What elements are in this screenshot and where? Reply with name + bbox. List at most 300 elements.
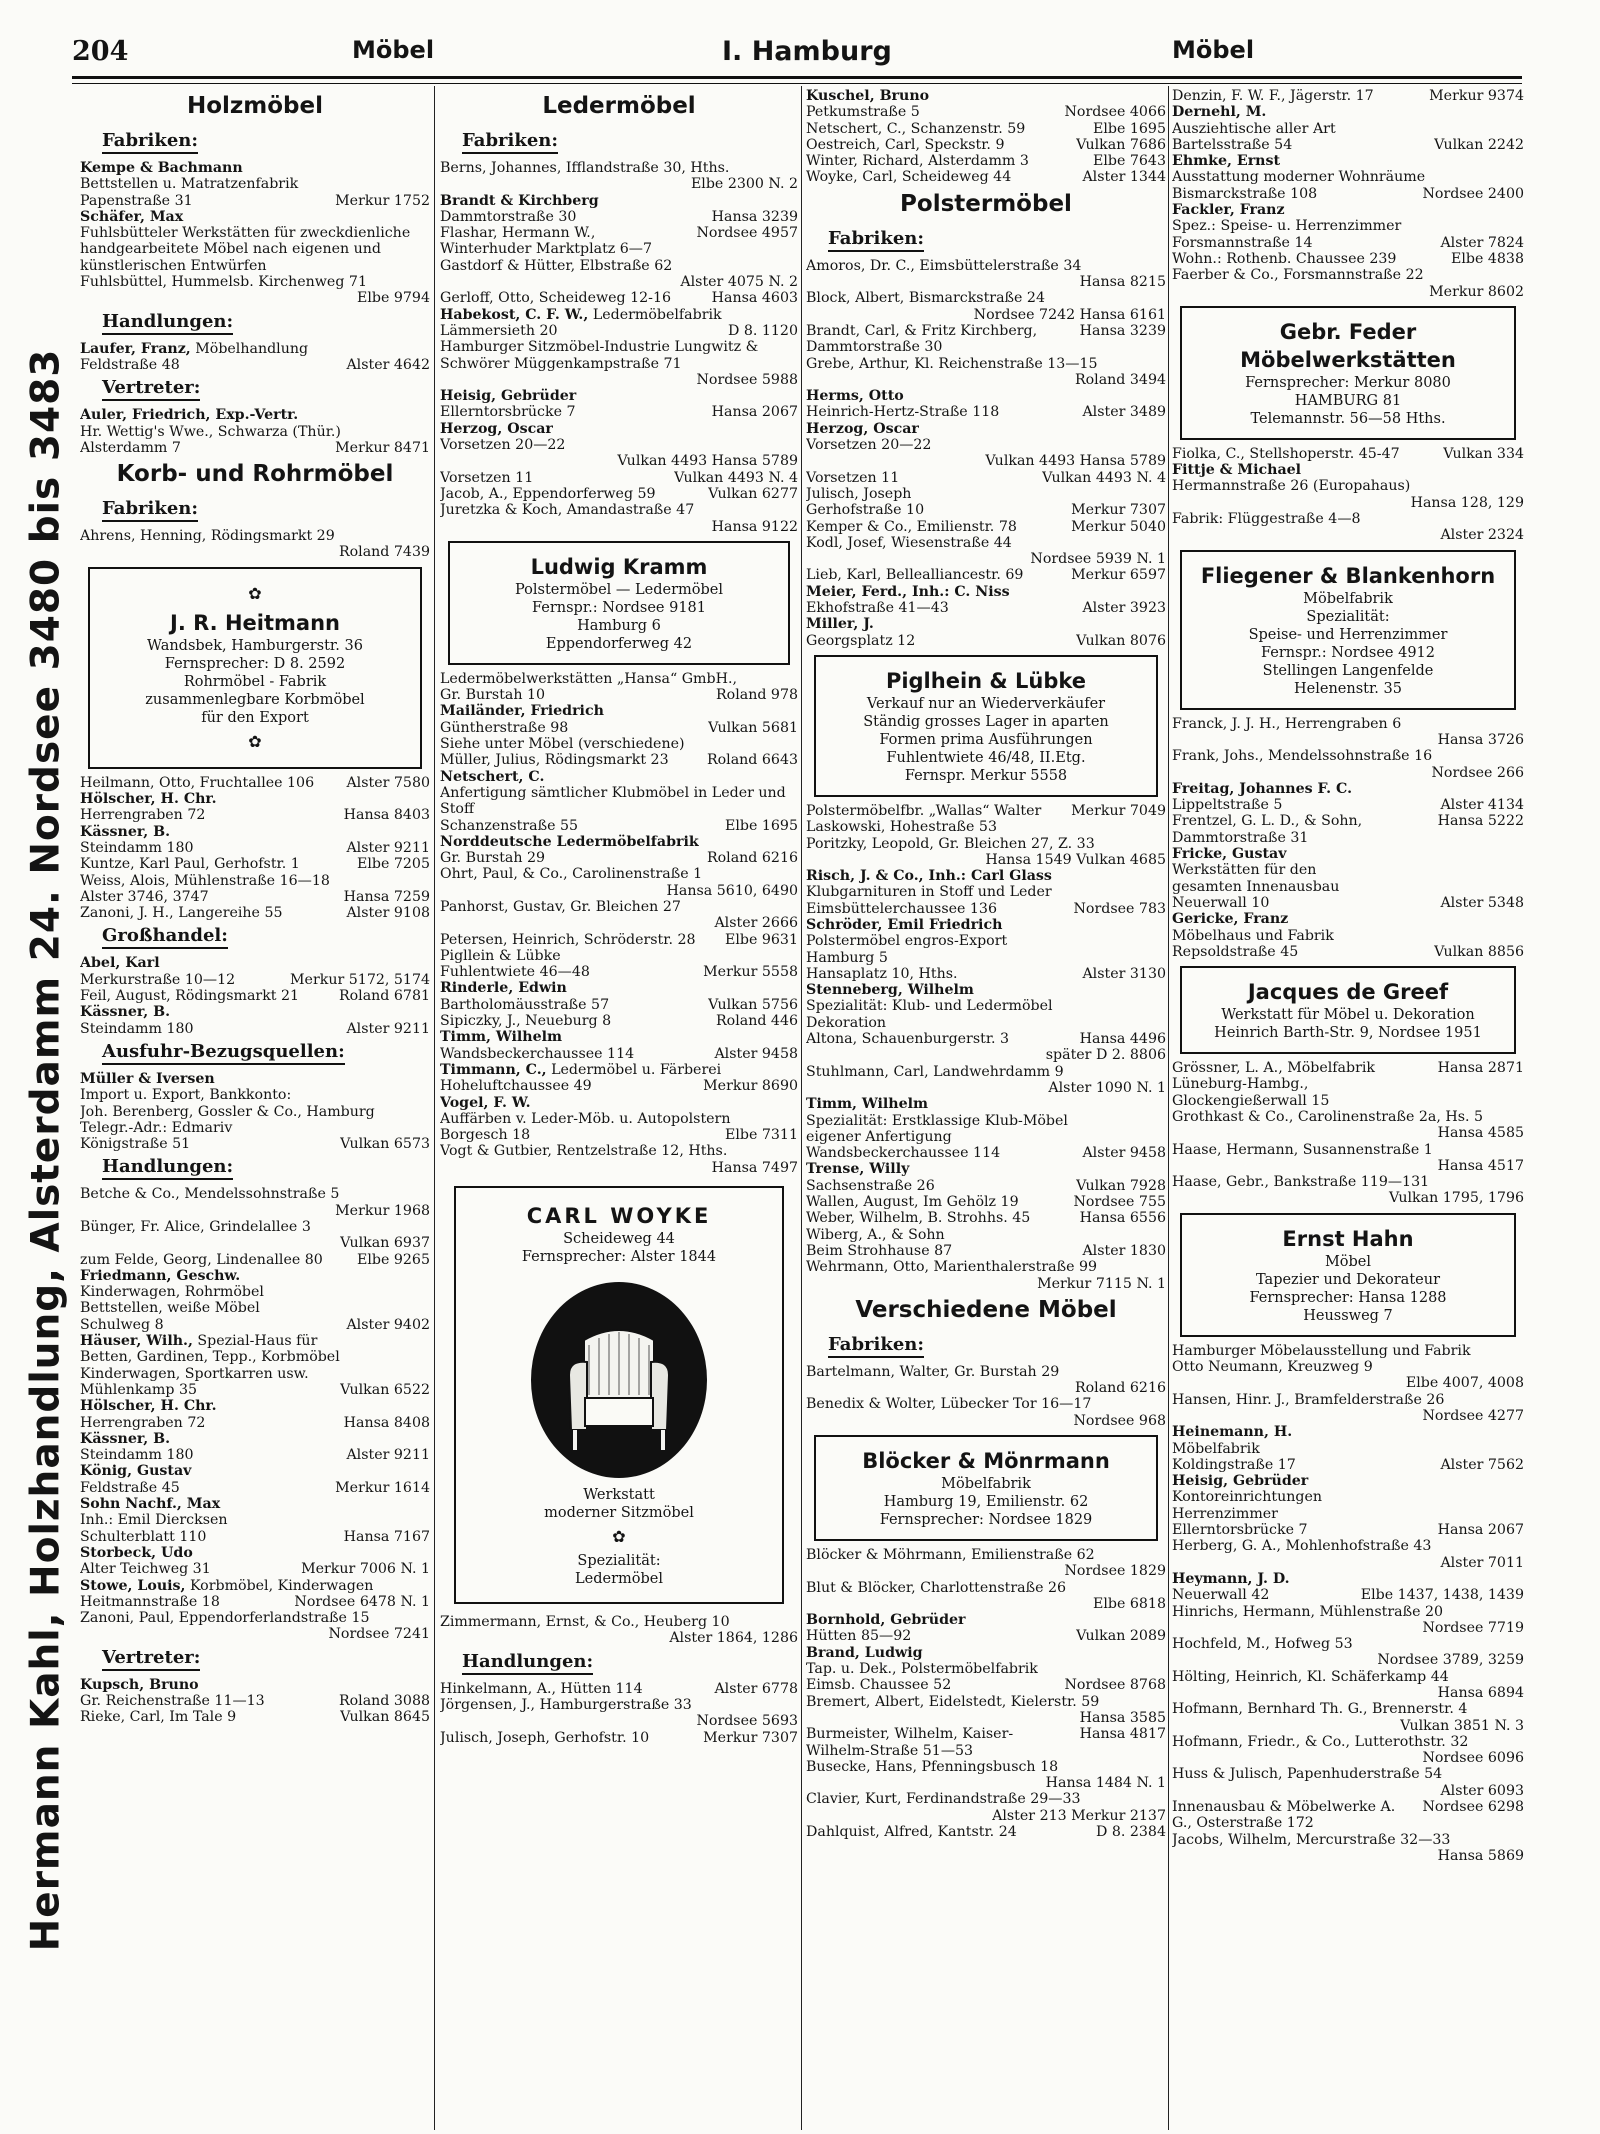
directory-entry (80, 1578, 430, 1643)
entry-name: Vogel, F. W. (440, 1094, 531, 1111)
entry-line (80, 274, 430, 290)
directory-entry (440, 769, 798, 834)
entry-text: Gerloff, Otto, Scheideweg 12-16 (440, 290, 672, 307)
advertisement-box (448, 541, 790, 665)
entry-line (80, 807, 430, 823)
entry-line (80, 1610, 430, 1626)
entry-name-rest: Möbelhandlung (190, 340, 309, 357)
entry-phone: Elbe 1695 (1093, 120, 1166, 137)
directory-entry (806, 1096, 1166, 1161)
directory-entry (806, 868, 1166, 917)
entry-phone: Alster 6093 (1440, 1782, 1524, 1799)
entry-phone: Merkur 5172, 5174 (290, 971, 430, 988)
entry-text: Hütten 85—92 (806, 1628, 912, 1645)
directory-entry (1172, 1060, 1524, 1207)
entry-line (806, 1276, 1166, 1292)
advertisement-line: Spezialität: (577, 1553, 661, 1570)
subheading: Handlungen: (102, 1156, 233, 1180)
entry-phone: Elbe 1437, 1438, 1439 (1360, 1587, 1524, 1604)
entry-line (806, 1178, 1166, 1194)
directory-entry (80, 1677, 430, 1726)
entry-text: Dekoration (806, 1014, 887, 1031)
entry-phone: Elbe 7643 (1093, 153, 1166, 170)
entry-text: Ellerntorsbrücke 7 (440, 404, 576, 421)
entry-text: Fabrik: Flüggestraße 4—8 (1172, 511, 1361, 528)
entry-name: Fackler, Franz (1172, 202, 1285, 219)
entry-line (440, 752, 798, 768)
entry-phone: Merkur 7307 (1071, 502, 1166, 519)
entry-text: Ahrens, Henning, Rödingsmarkt 29 (80, 528, 335, 545)
entry-name-line (80, 1268, 430, 1284)
entry-phone: Roland 3088 (338, 1693, 430, 1709)
entry-text: Lippeltstraße 5 (1172, 797, 1283, 814)
entry-phone: Roland 446 (715, 1013, 798, 1030)
directory-entry (1172, 1343, 1524, 1424)
entry-text: Jacobs, Wilhelm, Mercurstraße 32—33 (1172, 1831, 1451, 1848)
entry-name: Risch, J. & Co., Inh.: Carl Glass (806, 868, 1052, 885)
entry-text: Petersen, Heinrich, Schröderstr. 28 (440, 931, 696, 948)
entry-text: Eimsb. Chaussee 52 (806, 1677, 952, 1694)
entry-line (806, 1194, 1166, 1210)
header-right-title: Möbel (1172, 36, 1255, 64)
entry-text: Weiss, Alois, Mühlenstraße 16—18 (80, 872, 330, 889)
entry-name: Auler, Friedrich, Exp.-Vertr. (80, 407, 299, 424)
entry-line (80, 905, 430, 921)
advertisement-line: Tapezier und Dekorateur (1256, 1271, 1440, 1288)
entry-line (80, 1693, 430, 1709)
advertisement-title: Jacques de Greef (1247, 980, 1449, 1005)
directory-entry (440, 421, 798, 535)
entry-text: Neuerwall 10 (1172, 894, 1270, 911)
entry-name-line (1172, 202, 1524, 218)
entry-phone: Vulkan 6937 (340, 1235, 430, 1252)
entry-line (806, 1563, 1166, 1579)
entry-line (1172, 1636, 1524, 1652)
entry-name-line (806, 1096, 1166, 1112)
directory-entry (80, 1496, 430, 1545)
entry-text: Vorsetzen 11 (806, 469, 900, 486)
entry-line (806, 502, 1166, 518)
entry-name-line (806, 584, 1166, 600)
entry-line (80, 1284, 430, 1300)
entry-line (80, 1317, 430, 1333)
entry-name: Fittje & Michael (1172, 462, 1302, 479)
category-heading: Korb- und Rohrmöbel (116, 461, 394, 488)
subheading: Großhandel: (102, 925, 228, 949)
entry-line (440, 736, 798, 752)
entry-line (1172, 284, 1524, 300)
subheading: Fabriken: (102, 130, 198, 154)
entry-name-line (80, 1004, 430, 1020)
entry-line (1172, 218, 1524, 234)
entry-name-line (80, 1545, 430, 1561)
directory-entry (806, 616, 1166, 649)
entry-line (1172, 1359, 1524, 1375)
directory-entry (80, 856, 430, 921)
entry-phone: Merkur 8471 (335, 439, 430, 456)
entry-line (80, 1087, 430, 1103)
advertisement-line: Polstermöbel — Ledermöbel (515, 581, 723, 598)
entry-phone: Vulkan 334 (1443, 445, 1524, 462)
entry-line (80, 972, 430, 988)
advertisement-line: für den Export (201, 709, 309, 726)
entry-name: Kässner, B. (80, 823, 171, 840)
entry-phone: Elbe 9631 (725, 931, 798, 948)
entry-phone: Nordsee 4957 (696, 225, 798, 242)
entry-phone: Hansa 8403 (343, 807, 430, 824)
entry-name-line (440, 1029, 798, 1045)
advertisement-line: Stellingen Langenfelde (1262, 662, 1434, 679)
entry-text: Feil, August, Rödingsmarkt 21 (80, 988, 300, 1005)
entry-phone: Alster 9108 (346, 905, 430, 922)
entry-phone: Merkur 5040 (1071, 518, 1166, 535)
entry-name: Dernehl, M. (1172, 104, 1267, 121)
entry-text: Julisch, Joseph (806, 485, 912, 502)
entry-text: zum Felde, Georg, Lindenallee 80 (80, 1251, 323, 1268)
entry-line (1172, 1587, 1524, 1603)
entry-line (1172, 1060, 1524, 1109)
entry-line (1172, 1799, 1524, 1832)
entry-text: Betche & Co., Mendelssohnstraße 5 (80, 1186, 340, 1203)
entry-line (1172, 251, 1524, 267)
entry-line (1172, 1783, 1524, 1799)
entry-line (1172, 478, 1524, 494)
entry-phone: Nordsee 2400 (1422, 185, 1524, 202)
entry-line (806, 567, 1166, 583)
entry-text: Hamburger Möbelausstellung und Fabrik (1172, 1342, 1471, 1359)
entry-text: Gastdorf & Hütter, Elbstraße 62 (440, 257, 673, 274)
entry-name-line (440, 1062, 798, 1078)
entry-text: Petkumstraße 5 (806, 104, 920, 121)
entry-line (440, 1614, 798, 1630)
entry-text: Königstraße 51 (80, 1136, 191, 1153)
entry-line (1172, 1669, 1524, 1685)
directory-entry (80, 955, 430, 1004)
entry-text: Huss & Julisch, Papenhuderstraße 54 (1172, 1766, 1443, 1783)
entry-line (1172, 1506, 1524, 1522)
entry-name-line (1172, 104, 1524, 120)
entry-text: Frentzel, G. L. D., & Sohn, Dammtorstraße 31 (1172, 813, 1363, 846)
entry-text: Busecke, Hans, Pfenningsbusch 18 (806, 1758, 1059, 1775)
entry-text: Wandsbeckerchaussee 114 (806, 1145, 1001, 1162)
entry-name-line (806, 388, 1166, 404)
entry-line (806, 950, 1166, 966)
entry-text: Bartelsstraße 54 (1172, 136, 1293, 153)
entry-text: Hofmann, Friedr., & Co., Lutterothstr. 32 (1172, 1733, 1469, 1750)
entry-text: Fuhlsbüttel, Hummelsb. Kirchenweg 71 (80, 274, 367, 291)
entry-text: Möbelhaus und Fabrik (1172, 927, 1334, 944)
entry-line (80, 1415, 430, 1431)
entry-text: eigener Anfertigung (806, 1128, 952, 1145)
directory-entry (440, 1029, 798, 1062)
entry-text: Altona, Schauenburgerstr. 3 (806, 1031, 1010, 1048)
entry-line (80, 357, 430, 373)
entry-line (806, 1759, 1166, 1775)
entry-line (806, 1113, 1166, 1129)
entry-line (806, 153, 1166, 169)
entry-phone: Nordsee 4277 (1422, 1407, 1524, 1424)
entry-line (80, 1529, 430, 1545)
entry-line (440, 785, 798, 818)
entry-line (1172, 1125, 1524, 1141)
entry-line (440, 470, 798, 486)
entry-name-line (80, 1496, 430, 1512)
entry-phone: Roland 6781 (338, 988, 430, 1005)
advertisement-title: Ernst Hahn (1282, 1226, 1414, 1251)
advertisement-line: Ledermöbel (575, 1571, 663, 1588)
entry-name: Hölscher, H. Chr. (80, 1398, 217, 1415)
entry-name: Kässner, B. (80, 1430, 171, 1447)
entry-text: Bismarckstraße 108 (1172, 185, 1318, 202)
entry-name: Brand, Ludwig (806, 1644, 923, 1661)
entry-line (80, 424, 430, 440)
entry-text: Julisch, Joseph, Gerhofstr. 10 (440, 1729, 650, 1746)
entry-text: Telegr.-Adr.: Edmariv (80, 1119, 233, 1136)
entry-name: Netschert, C. (440, 768, 545, 785)
entry-text: Ausstattung moderner Wohnräume (1172, 169, 1426, 186)
entry-phone: Hansa 7167 (343, 1528, 430, 1545)
entry-line (806, 966, 1166, 982)
entry-text: Stuhlmann, Carl, Landwehrdamm 9 (806, 1063, 1064, 1080)
entry-name-line (80, 1398, 430, 1414)
entry-line (80, 1561, 430, 1577)
entry-phone: Hansa 4603 (711, 290, 798, 307)
directory-entry (806, 388, 1166, 421)
entry-line (806, 323, 1166, 356)
directory-entry (80, 1268, 430, 1333)
entry-line (806, 1210, 1166, 1226)
entry-text: Haase, Hermann, Susannenstraße 1 (1172, 1141, 1433, 1158)
entry-text: Georgsplatz 12 (806, 632, 916, 649)
entry-line (806, 884, 1166, 900)
subheading-wrap (80, 1643, 430, 1677)
entry-text: Hansen, Hinr. J., Bramfelderstraße 26 (1172, 1391, 1445, 1408)
entry-name: Brandt & Kirchberg (440, 192, 599, 209)
entry-line (1172, 1441, 1524, 1457)
header-rule-thin (72, 83, 1522, 84)
entry-line (440, 1713, 798, 1729)
entry-text: Dammtorstraße 30 (440, 208, 577, 225)
entry-line (440, 209, 798, 225)
entry-line (80, 1447, 430, 1463)
entry-line (440, 160, 798, 176)
directory-entry (806, 584, 1166, 617)
entry-text: Ohrt, Paul, & Co., Carolinenstraße 1 (440, 866, 703, 883)
entry-line (1172, 527, 1524, 543)
entry-text: Hermannstraße 26 (Europahaus) (1172, 478, 1411, 495)
entry-name: Meier, Ferd., Inh.: C. Niss (806, 583, 1010, 600)
directory-entry (1172, 88, 1524, 104)
entry-line (440, 818, 798, 834)
entry-phone: Hansa 9122 (711, 518, 798, 535)
entry-text: Zanoni, Paul, Eppendorferlandstraße 15 (80, 1610, 370, 1627)
entry-name-line (80, 1677, 430, 1693)
entry-text: Juretzka & Koch, Amandastraße 47 (440, 502, 695, 519)
entry-text: Vogt & Gutbier, Rentzelstraße 12, Hths. (440, 1143, 728, 1160)
entry-line (1172, 1392, 1524, 1408)
entry-name-line (80, 955, 430, 971)
entry-name-rest: Ledermöbelfabrik (588, 306, 722, 323)
directory-entry (440, 834, 798, 981)
entry-text: Flashar, Hermann W., Winterhuder Marktplatz 6—7 (440, 225, 653, 258)
entry-line (440, 453, 798, 469)
entry-text: Pigllein & Lübke (440, 947, 561, 964)
entry-line (80, 1366, 430, 1382)
entry-line (806, 1661, 1166, 1677)
entry-line (806, 121, 1166, 137)
entry-phone: Vulkan 4493 N. 4 (1042, 469, 1166, 486)
entry-line (440, 1127, 798, 1143)
entry-text: Innenausbau & Möbelwerke A. G., Osterstraße 172 (1172, 1799, 1396, 1832)
entry-phone: Alster 9211 (346, 1447, 430, 1464)
entry-line (1172, 1538, 1524, 1554)
entry-phone: Elbe 9265 (357, 1251, 430, 1268)
entry-text: Werkstätten für den (1172, 862, 1317, 879)
entry-line (80, 1349, 430, 1365)
entry-phone: Merkur 1968 (335, 1202, 430, 1219)
entry-text: Grothkast & Co., Carolinenstraße 2a, Hs. 5 (1172, 1108, 1484, 1125)
entry-phone: Hansa 3239 (1079, 322, 1166, 339)
advertisement-box (88, 567, 422, 769)
advertisement-line: Heussweg 7 (1303, 1307, 1393, 1324)
entry-phone: Merkur 9374 (1429, 88, 1524, 104)
entry-name: Kässner, B. (80, 1004, 171, 1021)
directory-entry (1172, 153, 1524, 202)
directory-entry (1172, 1571, 1524, 1864)
entry-line (80, 988, 430, 1004)
directory-entry (440, 193, 798, 307)
entry-text: Fiolka, C., Stellshoperstr. 45-47 (1172, 445, 1400, 462)
entry-phone: Nordsee 7719 (1422, 1619, 1524, 1636)
entry-name: Sohn Nachf., Max (80, 1496, 221, 1513)
directory-entry (806, 982, 1166, 1096)
entry-name-line (1172, 911, 1524, 927)
entry-phone: Nordsee 3789, 3259 (1377, 1652, 1524, 1669)
entry-phone: Hansa 1549 Vulkan 4685 (985, 851, 1166, 868)
entry-name-line (440, 769, 798, 785)
entry-text: Dahlquist, Alfred, Kantstr. 24 (806, 1824, 1017, 1841)
entry-line (440, 502, 798, 518)
entry-name: Heinemann, H. (1172, 1424, 1293, 1441)
entry-line (440, 1681, 798, 1697)
entry-text: Jörgensen, J., Hamburgerstraße 33 (440, 1696, 692, 1713)
entry-text: Betten, Gardinen, Tepp., Korbmöbel (80, 1349, 340, 1366)
entry-phone: Nordsee 1829 (1064, 1563, 1166, 1580)
entry-phone: Hansa 2067 (711, 404, 798, 421)
entry-text: Vorsetzen 20—22 (440, 437, 566, 454)
subheading: Ausfuhr-Bezugsquellen: (102, 1041, 345, 1065)
entry-phone: Hansa 5869 (1437, 1847, 1524, 1864)
subheading-wrap (80, 373, 430, 407)
directory-entry (80, 1004, 430, 1037)
entry-line (806, 470, 1166, 486)
entry-phone: Elbe 2300 N. 2 (690, 176, 798, 193)
entry-phone: später D 2. 8806 (1045, 1047, 1166, 1064)
entry-phone: Nordsee 783 (1073, 900, 1166, 917)
entry-phone: Alster 3489 (1082, 404, 1166, 421)
entry-phone: Hansa 4496 (1079, 1031, 1166, 1048)
entry-name: Rinderle, Edwin (440, 980, 567, 997)
entry-line (806, 1243, 1166, 1259)
header-left-title: Möbel (352, 36, 435, 64)
entry-text: Borgesch 18 (440, 1127, 531, 1144)
entry-phone: Hansa 7259 (343, 888, 430, 905)
directory-entry (806, 1364, 1166, 1429)
entry-name-line (806, 1645, 1166, 1661)
page-number: 204 (72, 36, 129, 67)
entry-line (1172, 1158, 1524, 1174)
entry-line (1172, 137, 1524, 153)
entry-text: Otto Neumann, Kreuzweg 9 (1172, 1359, 1373, 1376)
entry-text: Bartelmann, Walter, Gr. Burstah 29 (806, 1363, 1060, 1380)
entry-phone: Vulkan 8076 (1076, 632, 1166, 649)
entry-name: Freitag, Johannes F. C. (1172, 780, 1353, 797)
entry-line (80, 775, 430, 791)
entry-phone: Merkur 5558 (703, 964, 798, 981)
entry-text: Heinrich-Hertz-Straße 118 (806, 404, 1000, 421)
column-divider (434, 86, 435, 2130)
entry-line (806, 1064, 1166, 1080)
entry-line (440, 274, 798, 290)
advertisement-line: Fernsprecher: D 8. 2592 (164, 655, 346, 672)
entry-text: Anfertigung sämtlicher Klubmöbel in Leder und Stoff (440, 784, 786, 818)
entry-line (80, 1104, 430, 1120)
category-heading: Polstermöbel (900, 190, 1072, 217)
entry-text: Joh. Berenberg, Gossler & Co., Hamburg (80, 1103, 375, 1120)
entry-name-line (80, 160, 430, 176)
subheading-wrap (806, 1330, 1166, 1364)
directory-entry (1172, 104, 1524, 153)
entry-text: Import u. Export, Bankkonto: (80, 1087, 292, 1104)
entry-text: Feldstraße 48 (80, 356, 180, 373)
entry-name-line (806, 88, 1166, 104)
advertisement-line: Fernspr.: Nordsee 9181 (531, 599, 707, 616)
entry-line (440, 1111, 798, 1127)
advertisement-line: Werkstatt für Möbel u. Dekoration (1221, 1007, 1475, 1024)
advertisement-line: Hamburg 19, Emilienstr. 62 (883, 1494, 1089, 1510)
advertisement-title: Ludwig Kramm (530, 554, 708, 579)
entry-phone: Hansa 3585 (1079, 1709, 1166, 1726)
entry-text: Spezialität: Klub- und Ledermöbel (806, 998, 1053, 1015)
entry-line (80, 1203, 430, 1219)
entry-phone: Vulkan 5681 (708, 719, 798, 736)
entry-name: Friedmann, Geschw. (80, 1267, 241, 1284)
entry-text: Feldstraße 45 (80, 1479, 180, 1496)
entry-line (1172, 169, 1524, 185)
entry-phone: Roland 7439 (338, 544, 430, 561)
entry-name-line (440, 388, 798, 404)
entry-name: Stowe, Louis, (80, 1577, 186, 1594)
directory-entry (806, 421, 1166, 584)
entry-phone: Alster 1830 (1082, 1242, 1166, 1259)
entry-text: Kinderwagen, Sportkarren usw. (80, 1365, 309, 1382)
entry-line (440, 437, 798, 453)
directory-entry (1172, 202, 1524, 300)
entry-phone: Vulkan 6277 (708, 485, 798, 502)
entry-text: Schulweg 8 (80, 1316, 164, 1333)
advertisement-line: zusammenlegbare Korbmöbel (145, 691, 365, 708)
entry-text: Wohn.: Rothenb. Chaussee 239 (1172, 250, 1397, 267)
entry-phone: D 8. 2384 (1095, 1824, 1166, 1841)
column-divider (801, 86, 802, 2130)
advertisement-title: Fliegener & Blankenhorn (1200, 563, 1496, 588)
entry-text: Güntherstraße 98 (440, 719, 569, 736)
entry-text: Wiberg, A., & Sohn (806, 1226, 945, 1243)
entry-name-line (440, 703, 798, 719)
entry-text: Sipiczky, J., Neueburg 8 (440, 1013, 612, 1030)
entry-line (1172, 446, 1524, 462)
entry-phone: Alster 9211 (346, 1020, 430, 1037)
